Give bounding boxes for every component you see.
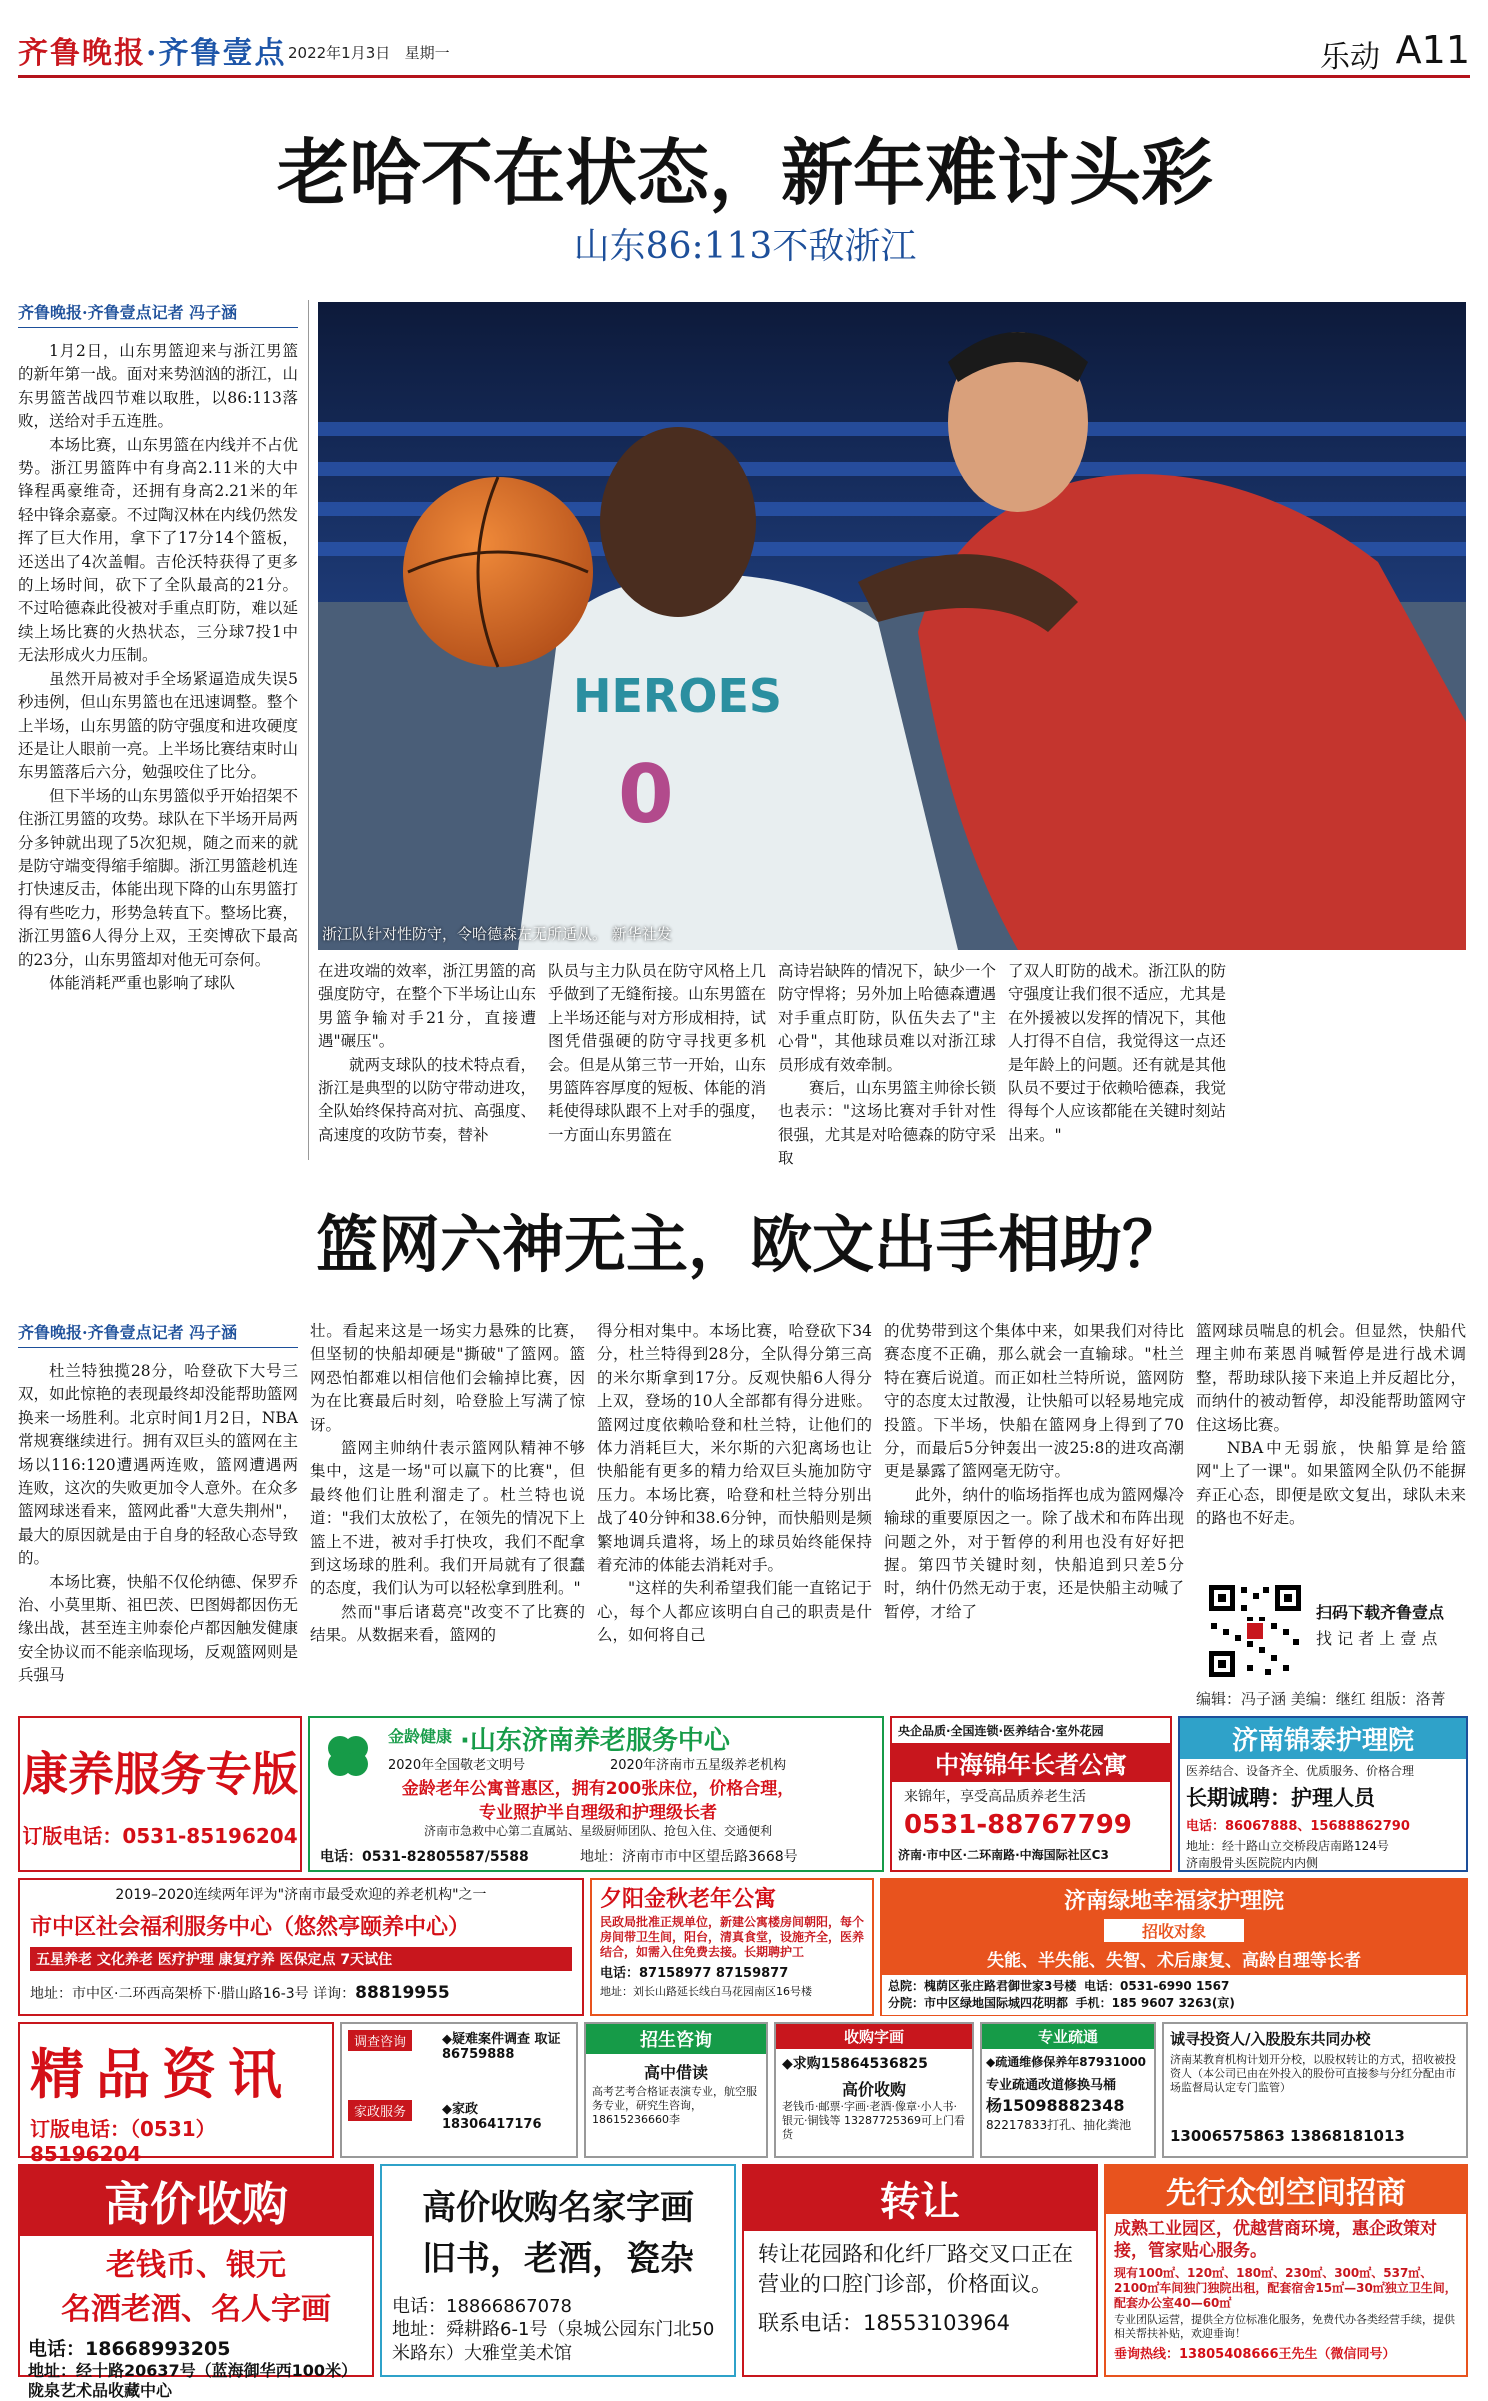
paragraph: 本场比赛，山东男篮在内线并不占优势。浙江男篮阵中有身高2.11米的大中锋程禹豪维奇，还拥有身高2.21米的年轻中锋余嘉豪。不过陶汉林在内线仍然发挥了巨大作用，拿下了17分14个篮板，还送出了4次盖帽。吉伦沃特获得了更多的上场时间，砍下了全队最高的21分。不过哈德森此役被对手重点盯防，难以延续上场比赛的火热状态，三分球7投1中无法形成火力压制。 [18, 435, 298, 665]
newspaper-logo: 齐鲁晚报·齐鲁壹点 [18, 36, 287, 71]
article1-column-2 [318, 960, 536, 1160]
article1-byline: 齐鲁晚报·齐鲁壹点记者 冯子涵 [18, 300, 298, 328]
ad-zhonghai-address: 济南·市中区·二环南路·中海国际社区C3 [898, 1848, 1109, 1862]
photo-caption: 浙江队针对性防守，令哈德森左无所适从。 新华社发 [322, 925, 672, 943]
paragraph: 篮网主帅纳什表示篮网队精神不够集中，这是一场"可以赢下的比赛"，但最终他们让胜利溜走了。杜兰特也说道："我们太放松了，在领先的情况下上篮上不进，被对手打快攻，我们不配拿到这场球的胜利。我们开局就有了很蠢的态度，我们认为可以轻松拿到胜利。" [310, 1439, 585, 1598]
ad-shizhongqu [18, 1878, 584, 2016]
ad-kangyang-phone: 订版电话：0531-85196204 [22, 1824, 298, 1848]
paragraph: 体能消耗严重也影响了球队 [49, 973, 236, 992]
ad-shutong-text: ◆疏通维修保养年87931000 [986, 2055, 1147, 2069]
ad-jintai-address: 地址：经十路山立交桥段店南路124号 [1186, 1839, 1389, 1853]
paragraph: 在进攻端的效率，浙江男篮的高强度防守，在整个下半场让山东男篮争输对手21分，直接遭遇"碾压"。 [318, 962, 536, 1051]
article1-headline: 老哈不在状态，新年难讨头彩 [276, 130, 1213, 215]
ad-gaojia-line2: 名酒老酒、名人字画 [61, 2292, 331, 2327]
ad-jintai-desc: 医养结合、设备齐全、优质服务、价格合理 [1186, 1764, 1415, 1778]
paragraph: 但下半场的山东男篮似乎开始招架不住浙江男篮的攻势。球队在下半场开局两分多钟就出现了5次犯规，随之而来的就是防守端变得缩手缩脚。浙江男篮趁机连打快速反击，体能出现下降的山东男篮打得有些吃力，形势急转直下。整场比赛，浙江男篮6人得分上双，王奕博砍下最高的23分，山东男篮却对他无可奈何。 [18, 786, 298, 969]
ad-mingjia-phone: 电话：18866867078 [392, 2296, 572, 2317]
ad-gaojia-title: 高价收购 [20, 2166, 372, 2236]
label-jiazheng: 家政服务 [348, 2100, 412, 2121]
ad-jinling-award2: 2020年济南市五星级养老机构 [610, 1758, 787, 1773]
ad-xianxing-line2: 现有100㎡、120㎡、180㎡、230㎡、300㎡、537㎡、2100㎡车间独门独院出租，配套宿舍15㎡—30㎡独立卫生间，配套办公室40—60㎡ [1114, 2266, 1457, 2310]
ad-shizhongqu-tags: 五星养老 文化养老 医疗护理 康复疗养 医保定点 7天试住 [30, 1947, 572, 1971]
ad-jinling-award1: 2020年全国敬老文明号 [388, 1758, 526, 1773]
masthead [18, 18, 1470, 78]
paragraph: 了双人盯防的战术。浙江队的防守强度让我们很不适应，尤其是在外援被以发挥的情况下，其他人打得不自信，我觉得这一点还是年龄上的问题。还有就是其他队员不要过于依赖哈德森，我觉得每个人应该都能在关键时刻站出来。" [1008, 962, 1226, 1144]
ad-zhonghai [890, 1716, 1172, 1872]
article2-column-1 [18, 1360, 298, 1710]
paragraph: NBA中无弱旅，快船算是给篮网"上了一课"。如果篮网全队仍不能摒弃正心态，即便是欧文复出，球队未来的路也不好走。 [1196, 1439, 1466, 1528]
ad-lvdi [880, 1878, 1468, 2016]
ad-zhuanrang-body: 转让花园路和化纤厂路交叉口正在营业的口腔门诊部，价格面议。 [758, 2242, 1073, 2296]
ad-classified-plumbing [980, 2022, 1156, 2158]
ad-shougou-title: 高价收购 [841, 2080, 906, 2099]
paragraph: 1月2日，山东男篮迎来与浙江男篮的新年第一战。面对来势汹汹的浙江，山东男篮苦战四节难以取胜，以86:113落败，送给对手五连胜。 [18, 342, 298, 431]
ad-shutong-text2: 82217833打孔、抽化粪池 [986, 2118, 1132, 2132]
paragraph: 此外，纳什的临场指挥也成为篮网爆冷输球的重要原因之一。除了战术和布阵出现问题之外，对于暂停的利用也没有好好把握。第四节关键时刻，快船追到只差5分时，纳什仍然无动于衷，还是快船主动喊了暂停，才给了 [884, 1485, 1184, 1621]
ad-jinling-line1: 金龄老年公寓普惠区，拥有200张床位，价格合理， [401, 1779, 795, 1799]
paragraph: 壮。看起来这是一场实力悬殊的比赛，但坚韧的快船却硬是"撕破"了篮网。篮网恐怕都难以相信他们会输掉比赛，因为在比赛最后时刻，哈登脸上写满了惊讶。 [310, 1322, 585, 1434]
ad-mingjia-address: 地址：舜耕路6-1号（泉城公园东门北50米路东）大雅堂美术馆 [392, 2319, 715, 2364]
paragraph: 队员与主力队员在防守风格上几乎做到了无缝衔接。山东男篮在上半场还能与对方形成相持，试图凭借强硬的防守寻找更多机会。但是从第三节一开始，山东男篮阵容厚度的短板、体能的消耗使得球队跟不上对手的强度，一方面山东男篮在 [548, 962, 766, 1144]
article2-byline: 齐鲁晚报·齐鲁壹点记者 冯子涵 [18, 1320, 298, 1348]
ad-jintai [1178, 1716, 1468, 1872]
ad-lvdi-phone1: 电话：0531-6990 1567 [1084, 1979, 1230, 1993]
article1-column-3 [548, 960, 766, 1160]
ad-jinling-line2: 专业照护半自理级和护理级长者 [479, 1803, 717, 1823]
ad-xiayang-body: 民政局批准正规单位，新建公寓楼房间朝阳，每个房间带卫生间，阳台，清真食堂，设施齐全，医养结合，如需入住免费去接。长期聘护工 [600, 1915, 865, 1959]
article2-headline: 篮网六神无主，欧文出手相助？ [315, 1208, 1184, 1281]
article2-column-4 [884, 1320, 1184, 1710]
issue-weekday: 星期一 [404, 44, 450, 62]
ad-gaozhong-title: 高中借读 [643, 2063, 708, 2082]
brand-name-2: 齐鲁壹点 [158, 36, 287, 71]
ad-jintai-title: 济南锦泰护理院 [1180, 1718, 1466, 1759]
article1-column-5 [1008, 960, 1226, 1160]
ad-xianxing-phone: 垂询热线：13805408666王先生（微信同号） [1114, 2347, 1396, 2362]
ad-shizhongqu-phone: 88819955 [355, 1983, 450, 2003]
dateline [288, 42, 450, 63]
ad-xiayang [590, 1878, 874, 2016]
ad-zhonghai-title: 中海锦年长者公寓 [892, 1743, 1170, 1782]
ad-xiayang-address: 地址：刘长山路延长线白马花园南区16号楼 [600, 1985, 812, 1998]
article1-column-6 [1238, 960, 1466, 1160]
qr-code-icon[interactable] [1207, 1583, 1303, 1679]
column-divider [308, 300, 309, 1160]
page-credits: 编辑：冯子涵 美编：继红 组版：洛菁 [1196, 1690, 1446, 1708]
ad-zhonghai-phone: 0531-88767799 [904, 1810, 1132, 1840]
ad-lvdi-phone2: 手机：185 9607 3263(京) [1075, 1996, 1235, 2010]
paragraph: 高诗岩缺阵的情况下，缺少一个防守悍将；另外加上哈德森遭遇对手重点盯防，队伍失去了"主心骨"，其他球员难以对浙江球员形成有效牵制。 [778, 962, 996, 1074]
ad-shougou-text: ◆求购15864536825 [782, 2056, 928, 2072]
ad-kangyang-section [18, 1716, 302, 1872]
article2-column-5 [1196, 1320, 1466, 1570]
paragraph: 就两支球队的技术特点看，浙江是典型的以防守带动进攻，全队始终保持高对抗、高强度、高速度的攻防节奏，替补 [318, 1055, 536, 1144]
ad-touzi-title: 诚寻投资人/入股股东共同办校 [1170, 2030, 1371, 2048]
svg-text:0: 0 [618, 748, 674, 841]
ad-jingpin [18, 2022, 334, 2166]
ad-zhuanrang-title: 转让 [744, 2166, 1096, 2231]
ad-lvdi-objects: 失能、半失能、失智、术后康复、高龄自理等长者 [987, 1951, 1361, 1971]
article1-column-4 [778, 960, 996, 1168]
ad-jintai-address2: 济南殷骨头医院院内内侧 [1186, 1856, 1319, 1870]
article2-column-3 [597, 1320, 872, 1710]
ad-classified-buy [774, 2022, 974, 2158]
ad-shutong-title: 专业疏通改道修换马桶 [986, 2078, 1117, 2093]
ad-jinling-address: 地址：济南市市中区望岳路3668号 [580, 1849, 798, 1865]
paragraph: 篮网球员喘息的机会。但显然，快船代理主帅布莱恩肖喊暂停是进行战术调整，帮助球队接下来追上并反超比分，而纳什的被动暂停，却没能帮助篮网守住这场比赛。 [1196, 1322, 1466, 1434]
ad-gaojia-phone: 电话：18668993205 [28, 2338, 231, 2360]
paragraph: "这样的失利希望我们能一直铭记于心，每个人都应该明白自己的职责是什么，如何将自己 [597, 1579, 872, 1645]
ad-xianxing-line3: 专业团队运营，提供全方位标准化服务，免费代办各类经营手续，提供相关帮扶补贴，欢迎垂询！ [1114, 2313, 1455, 2340]
ad-shizhongqu-address: 地址：市中区·二环西高架桥下·腊山路16-3号 详询： [30, 1986, 356, 2002]
ad-shizhongqu-top: 2019–2020连续两年评为"济南市最受欢迎的养老机构"之一 [115, 1887, 487, 1903]
ad-classified-survey [340, 2022, 578, 2158]
ad-jingpin-phone: 订版电话：（0531）85196204 [30, 2117, 216, 2166]
paragraph: 本场比赛，快船不仅伦纳德、保罗乔治、小莫里斯、祖巴茨、巴图姆都因伤无缘出战，甚至连主帅泰伦卢都因触发健康安全协议而不能亲临现场，反观篮网则是兵强马 [18, 1572, 298, 1685]
ad-jinling-title: ·山东济南养老服务中心 [460, 1726, 730, 1756]
ad-classified-school [584, 2022, 768, 2158]
label-tiaocha: 调查咨询 [348, 2030, 412, 2051]
page-number: A11 [1395, 28, 1470, 72]
ad-touzi-text: 济南某教育机构计划开分校，以股权转让的方式，招收被投资人（本公司已由在外投入的股份可直接参与分红分配由市场监督局认定专门监管） [1170, 2053, 1456, 2094]
ad-lvdi-title: 济南绿地幸福家护理院 [1063, 1889, 1284, 1914]
ad-zhuanrang-phone: 联系电话：18553103964 [758, 2311, 1010, 2335]
ad-jinling [308, 1716, 884, 1872]
label-shutong: 专业疏通 [982, 2024, 1154, 2049]
ad-xianxing-line1: 成熟工业园区，优越营商环境，惠企政策对接，管家贴心服务。 [1114, 2219, 1437, 2261]
ad-kangyang-title: 康养服务专版 [22, 1747, 298, 1801]
ad-shougou-text2: 老钱币·邮票·字画·老酒·像章·小人书·银元·铜钱等 13287725369可上门看货 [782, 2100, 965, 2141]
paragraph: 杜兰特独揽28分，哈登砍下大号三双，如此惊艳的表现最终却没能帮助篮网换来一场胜利。北京时间1月2日，NBA常规赛继续进行。拥有双巨头的篮网在主场以116:120遭遇两连败，篮网遭遇两连败，这次的失败更加令人意外。在众多篮网球迷看来，篮网此番"大意失荆州"，最大的原因就是由于自身的轻敌心态导致的。 [18, 1362, 298, 1568]
paragraph: 的优势带到这个集体中来，如果我们对待比赛态度不正确，那么就会一直输球。"杜兰特在赛后说道。而正如杜兰特所说，篮网防守的态度太过散漫，让快船可以轻易地完成投篮。下半场，快船在篮网身上得到了70分，而最后5分钟轰出一波25:8的进攻高潮更是暴露了篮网毫无防守。 [884, 1322, 1184, 1481]
ad-shutong-phone: 杨15098882348 [986, 2096, 1125, 2115]
ad-jinling-phone: 电话：0531-82805587/5588 [320, 1849, 529, 1865]
ad-mingjia-title2: 旧书，老酒，瓷杂 [422, 2239, 694, 2279]
article1-column-1 [18, 340, 298, 1160]
ad-gaojia-address: 地址：经十路20637号（蓝海御华西100米）陇泉艺术品收藏中心 [28, 2361, 358, 2400]
ad-lvdi-addr1: 总院：槐荫区张庄路君御世家3号楼 [888, 1979, 1077, 1993]
basketball-photo-illustration [318, 302, 1466, 950]
issue-date: 2022年1月3日 [288, 44, 391, 62]
article1-subhead: 山东86:113不敌浙江 [573, 226, 917, 267]
qr-caption-line-1: 扫码下载齐鲁壹点 [1316, 1603, 1445, 1622]
qr-caption-line-2: 找 记 者 上 壹 点 [1316, 1629, 1438, 1648]
ad-gaojia [18, 2164, 374, 2400]
article2-column-2 [310, 1320, 585, 1710]
ad-zhonghai-top: 央企品质·全国连锁·医养结合·室外花园 [898, 1724, 1104, 1738]
ad-jinling-line3: 济南市急救中心第二直属站、星级厨师团队、抢包入住、交通便利 [423, 1824, 772, 1838]
ad-classified-investor [1162, 2022, 1468, 2158]
ad-jingpin-title: 精品资讯 [30, 2042, 294, 2106]
ad-zhuanrang [742, 2164, 1098, 2377]
article1-photo [318, 302, 1466, 950]
ad-mingjia-title1: 高价收购名家字画 [422, 2188, 694, 2228]
paragraph: 然而"事后诸葛亮"改变不了比赛的结果。从数据来看，篮网的 [310, 1602, 585, 1645]
ad-jintai-recruit: 长期诚聘：护理人员 [1186, 1786, 1375, 1810]
ad-lvdi-addr2: 分院：市中区绿地国际城四花明都 [888, 1996, 1069, 2010]
ad-gaozhong-text: 高考艺考合格证表演专业，航空服务专业，研究生咨询，18615236660李 [592, 2085, 757, 2126]
ad-tiaocha-text: ◆疑难案件调查 取证86759888 [442, 2032, 561, 2062]
ad-mingjia [380, 2164, 736, 2377]
brand-name-1: 齐鲁晚报 [18, 36, 146, 71]
ad-shizhongqu-title: 市中区社会福利服务中心（悠然亭颐养中心） [30, 1915, 471, 1940]
ad-jiazheng-text: ◆家政 18306417176 [442, 2102, 542, 2132]
ad-xianxing-title: 先行众创空间招商 [1106, 2166, 1466, 2214]
paragraph: 赛后，山东男篮主帅徐长锁也表示："这场比赛对手针对性很强，尤其是对哈德森的防守采取 [778, 1079, 996, 1168]
ad-xiayang-title: 夕阳金秋老年公寓 [600, 1887, 777, 1912]
ad-lvdi-recruit: 招收对象 [1104, 1919, 1244, 1942]
paragraph: 虽然开局被对手全场紧逼造成失误5秒违例，但山东男篮也在迅速调整。整个上半场，山东男篮的防守强度和进攻硬度还是让人眼前一亮。上半场比赛结束时山东男篮落后六分，勉强咬住了比分。 [18, 669, 298, 782]
section-name: 乐动 [1320, 40, 1380, 75]
ad-touzi-phone: 13006575863 13868181013 [1170, 2127, 1405, 2145]
label-shougou: 收购字画 [776, 2024, 972, 2049]
ad-jintai-phone: 电话：86067888、15688862790 [1186, 1819, 1410, 1834]
label-zhaosheng: 招生咨询 [586, 2024, 766, 2054]
ad-xiayang-phone: 电话：87158977 87159877 [600, 1966, 789, 1981]
paragraph: 得分相对集中。本场比赛，哈登砍下34分，杜兰特得到28分，全队得分第三高的米尔斯拿到17分。反观快船6人得分上双，登场的10人全部都有得分进账。篮网过度依赖哈登和杜兰特，让他们的体力消耗巨大，米尔斯的六犯离场也让快船能有更多的精力给双巨头施加防守压力。本场比赛，哈登和杜兰特分别出战了40分钟和38.6分钟，而快船则是频繁地调兵遣将，场上的球员始终能保持着充沛的体能去消耗对手。 [597, 1322, 872, 1575]
ad-gaojia-line1: 老钱币、银元 [106, 2248, 286, 2283]
ad-xianxing [1104, 2164, 1468, 2377]
ad-jinling-brand: 金龄健康 [388, 1727, 453, 1746]
ad-zhonghai-slogan: 来锦年，享受高品质养老生活 [904, 1789, 1086, 1805]
svg-text:HEROES: HEROES [573, 669, 782, 723]
